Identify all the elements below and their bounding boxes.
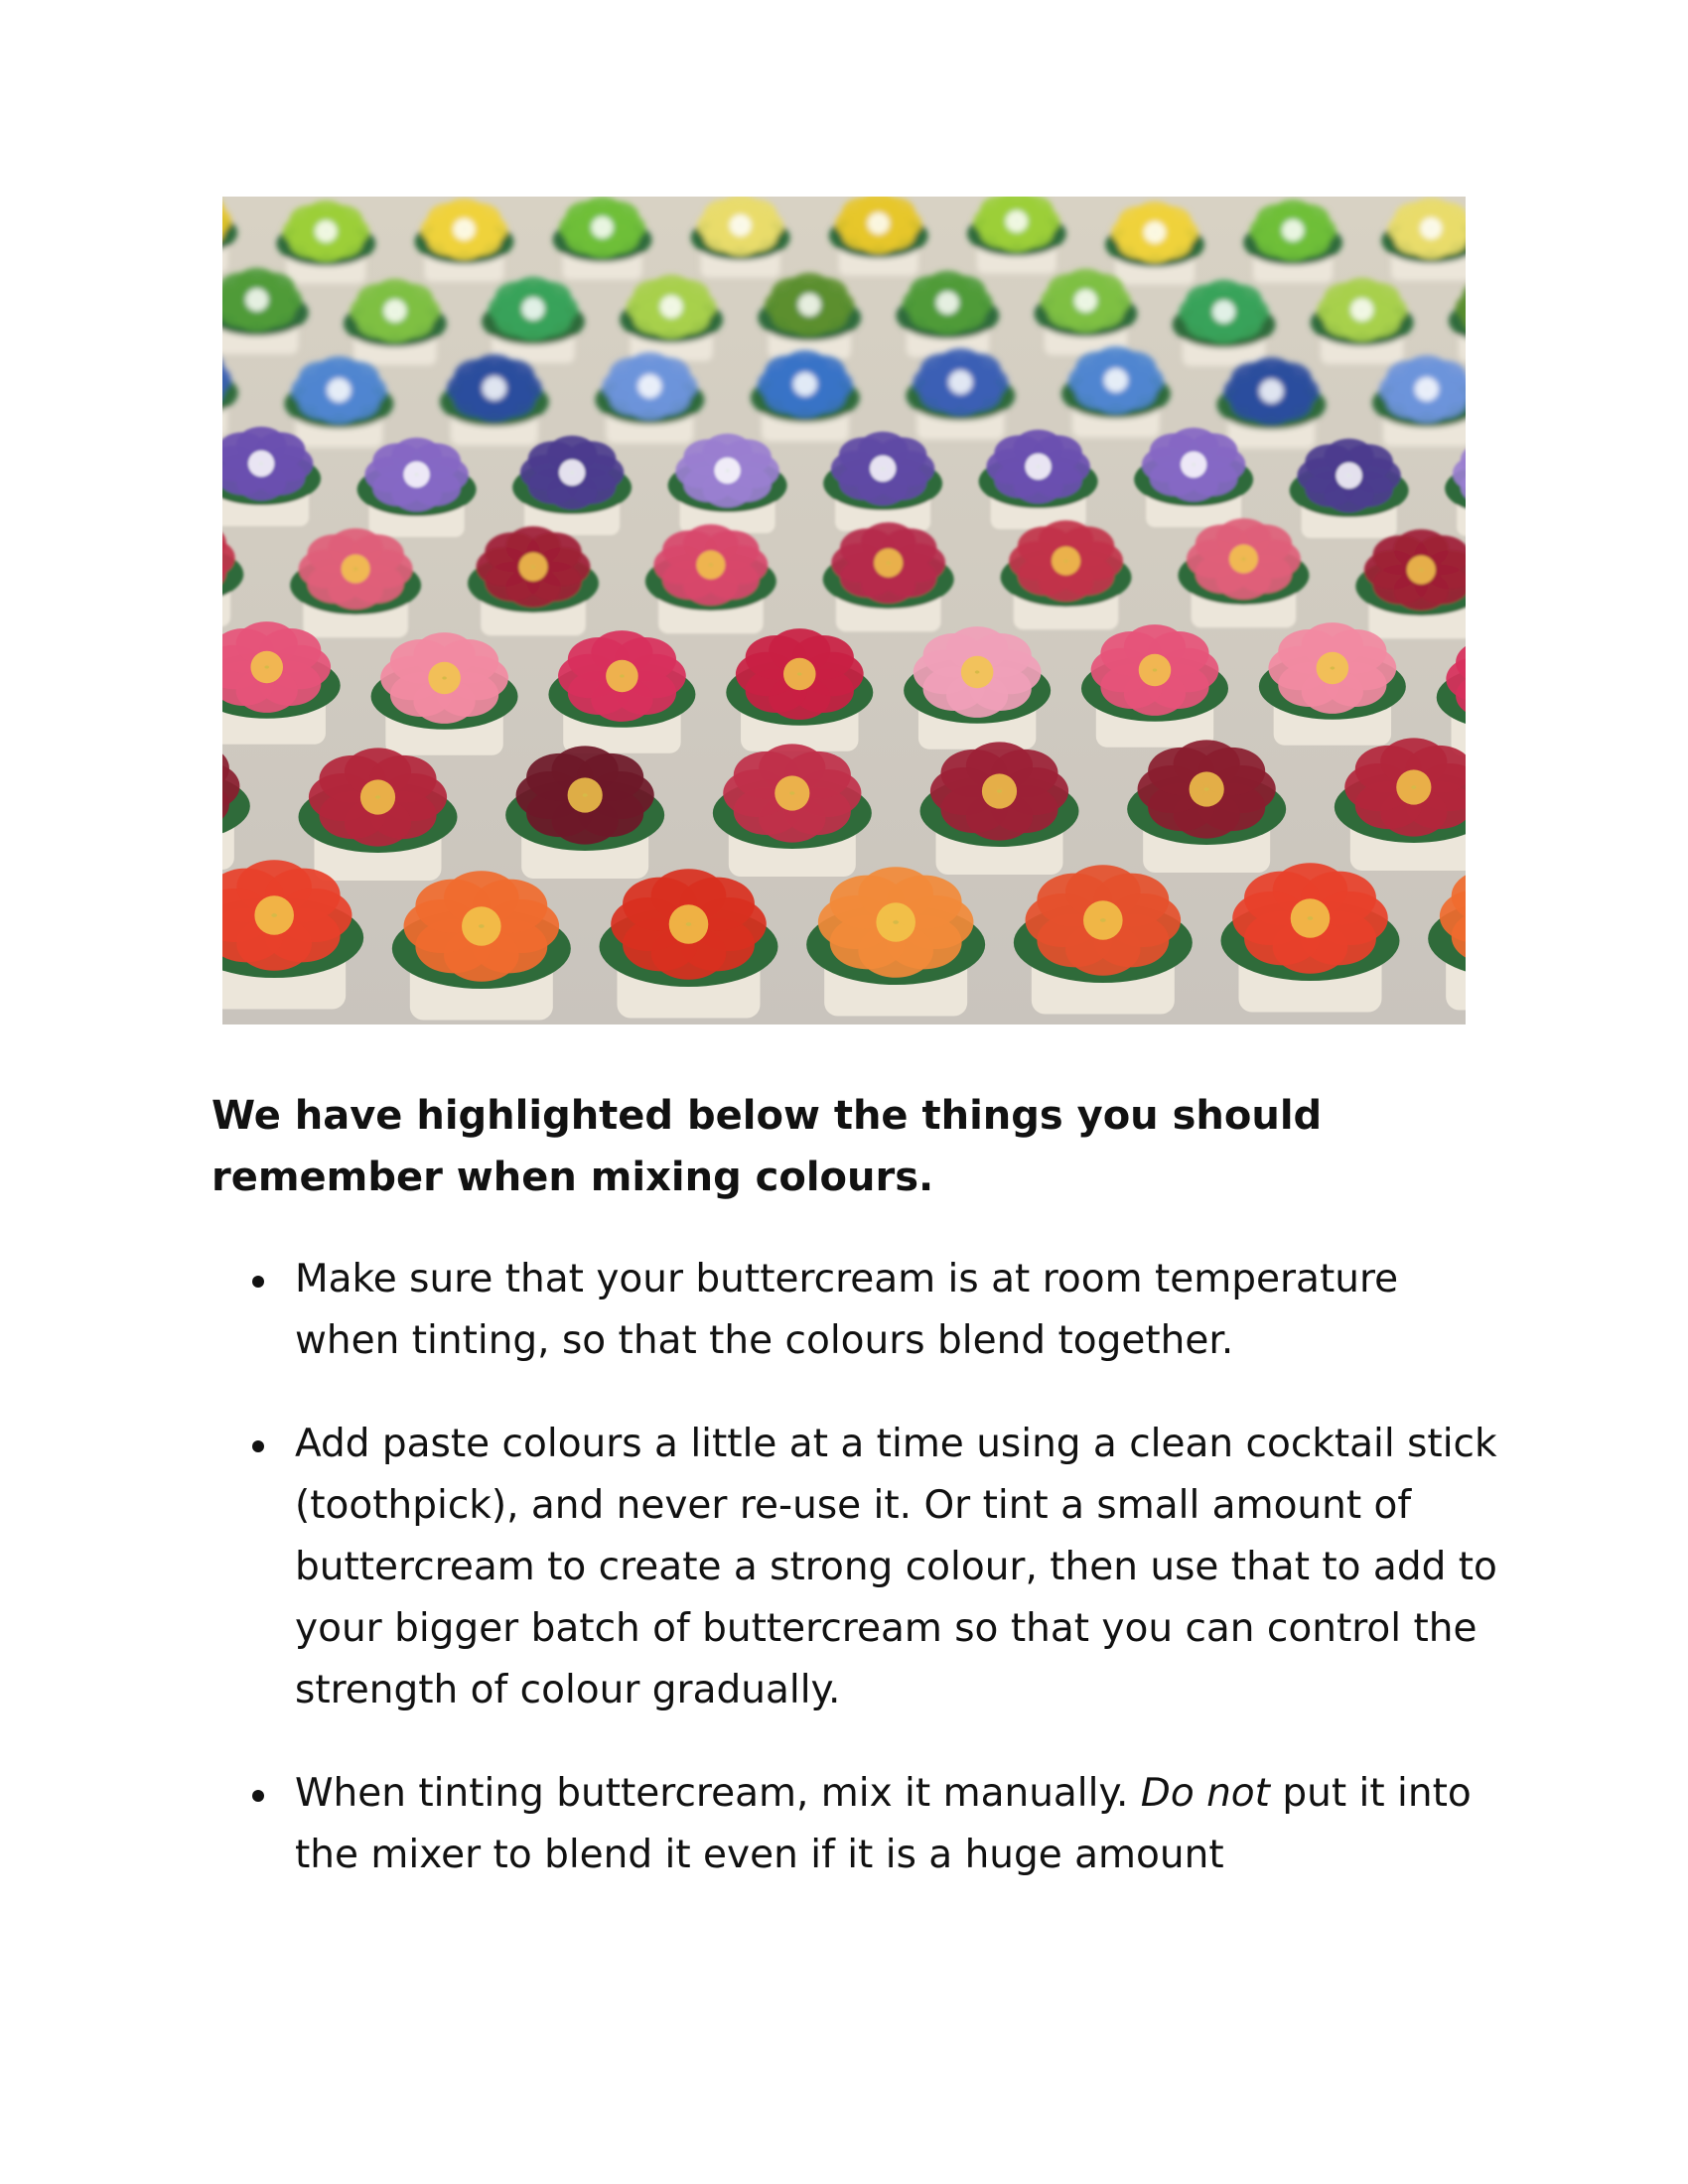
- flower-center: [982, 773, 1017, 808]
- flower-center: [1025, 454, 1051, 479]
- flower-center: [1415, 377, 1439, 401]
- flower-center: [696, 550, 725, 579]
- flower-center: [1190, 771, 1224, 806]
- bullet-icon: [252, 1276, 264, 1288]
- flower-center: [783, 658, 816, 691]
- flower-center: [1083, 900, 1123, 940]
- flower-center: [730, 214, 752, 236]
- flower-center: [327, 378, 351, 402]
- flower-center: [250, 651, 283, 684]
- flower-center: [1074, 290, 1097, 313]
- flower-center: [592, 216, 614, 238]
- flower-center: [1350, 299, 1373, 322]
- flower-center: [518, 552, 547, 581]
- flower-center: [428, 662, 461, 695]
- flower-center: [714, 458, 740, 483]
- flower-center: [798, 294, 821, 317]
- flower-center: [936, 292, 959, 315]
- flower-center: [360, 779, 395, 814]
- flower-center: [483, 376, 506, 400]
- list-item-emphasis: Do not: [1140, 1771, 1270, 1816]
- list-item-text: Make sure that your buttercream is at room temperature when tinting, so that the colours blend together.: [295, 1257, 1399, 1363]
- bullet-icon: [252, 1440, 264, 1452]
- photo-illustration: [222, 197, 1466, 1024]
- flower-center: [245, 289, 268, 312]
- flower-center: [462, 906, 501, 946]
- flower-center: [1317, 652, 1349, 685]
- section-heading: We have highlighted below the things you should remember when mixing colours.: [211, 1093, 1323, 1200]
- flower-center: [1052, 546, 1080, 575]
- list-item: [211, 1763, 1502, 1886]
- flower-center: [876, 902, 915, 942]
- flower-center: [1420, 217, 1442, 239]
- list-item: [211, 1249, 1502, 1372]
- flower-center: [660, 296, 683, 319]
- flower-center: [961, 656, 994, 689]
- flower-cupcakes-photo: [222, 197, 1466, 1024]
- flower-center: [342, 554, 370, 583]
- flower-center: [868, 212, 890, 234]
- cupcake-shape: [829, 197, 928, 276]
- flower-center: [1336, 463, 1361, 488]
- flower-center: [870, 456, 896, 481]
- flower-center: [606, 660, 638, 693]
- list-item-text-after: put it into the mixer to blend it even if it is a huge amount: [295, 1771, 1472, 1877]
- flower-center: [1229, 544, 1258, 573]
- flower-center: [1006, 210, 1028, 232]
- flower-center: [559, 460, 585, 485]
- flower-center: [248, 451, 274, 477]
- flower-center: [1291, 898, 1331, 938]
- flower-center: [1144, 221, 1166, 243]
- flower-center: [1407, 555, 1436, 584]
- cupcake-shape: [967, 197, 1066, 274]
- flower-center: [315, 220, 337, 242]
- list-item-text-before: When tinting buttercream, mix it manually.: [295, 1771, 1141, 1816]
- list-item-text: Add paste colours a little at a time using a clean cocktail stick (toothpick), and never re-use it. Or tint a small amount of buttercream to create a strong colour, then use that to add to your bigger batch of buttercream so that you can control the strength of colour gradually.: [295, 1422, 1497, 1712]
- flower-center: [1181, 452, 1206, 478]
- flower-center: [1212, 301, 1235, 324]
- flower-center: [453, 218, 475, 240]
- flower-center: [403, 462, 429, 487]
- flower-center: [1139, 654, 1172, 687]
- bullet-icon: [252, 1790, 264, 1802]
- flower-center: [948, 370, 972, 394]
- flower-center: [793, 372, 817, 396]
- tips-list: [211, 1249, 1502, 1928]
- flower-center: [383, 300, 406, 323]
- flower-center: [254, 895, 294, 935]
- flower-center: [774, 775, 809, 810]
- flower-center: [1396, 769, 1431, 804]
- cupcake-shape: [691, 197, 790, 278]
- flower-center: [874, 548, 903, 577]
- list-item: [211, 1414, 1502, 1721]
- flower-center: [522, 298, 545, 321]
- flower-center: [637, 374, 661, 398]
- flower-center: [1104, 368, 1128, 392]
- flower-center: [1259, 379, 1283, 403]
- flower-center: [669, 904, 709, 944]
- flower-center: [1282, 219, 1304, 241]
- flower-center: [568, 777, 603, 812]
